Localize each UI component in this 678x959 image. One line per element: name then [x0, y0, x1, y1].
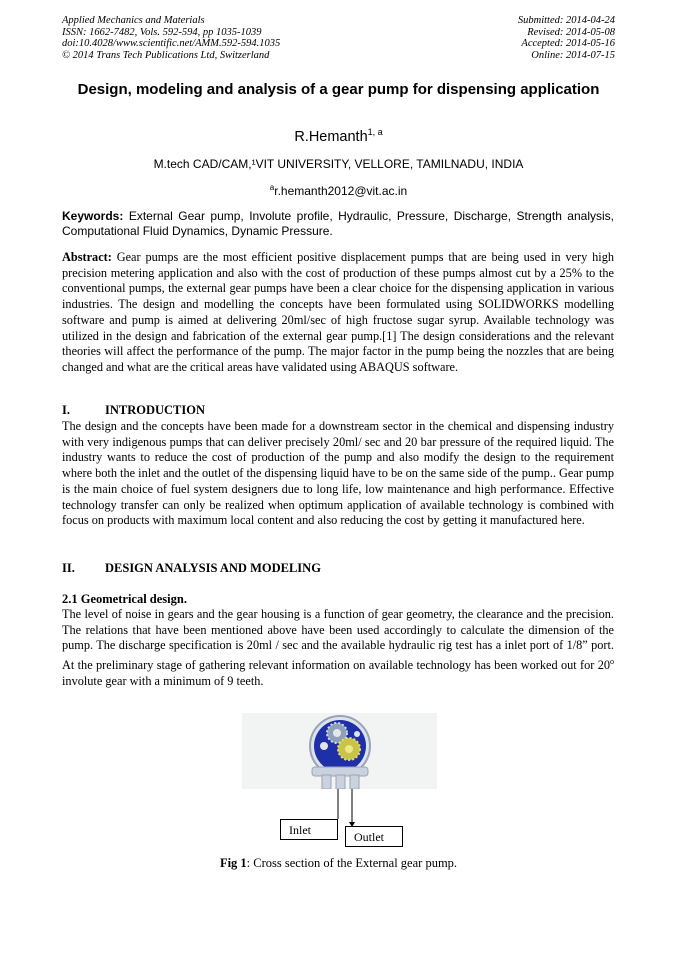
- journal-name: Applied Mechanics and Materials: [62, 15, 205, 26]
- introduction-text: The design and the concepts have been made for a downstream sector in the chemical and dispensing industry with very indigenous pumps that can deliver precisely 20ml/ sec and 20 bar pressure of the required liquid. The industry wants to reduce the cost of production of the pump and also modify the design to the requirement where both the inlet and the outlet of the dispensing liquid have to be on the same side of the pump.. Gear pump is the main choice of fuel system designers due to long life, low maintenance and high performance. Effective technology transfer can only be realized when optimum application of available technology is combined with focus on products with maximum local content and also reducing the cost by getting it manufactured here.: [62, 419, 614, 528]
- author-name: R.Hemanth: [294, 128, 368, 145]
- figure-caption-label: Fig 1: [219, 856, 247, 870]
- copyright-line: © 2014 Trans Tech Publications Ltd, Switzerland: [62, 49, 270, 61]
- section-title: INTRODUCTION: [105, 403, 206, 417]
- email-line: [62, 183, 615, 198]
- doi-line: doi:10.4028/www.scientific.net/AMM.592-594.1035: [62, 38, 281, 49]
- figure-caption: [62, 856, 615, 871]
- section-number: I.: [62, 403, 70, 417]
- gear-pump-figure: [242, 713, 437, 789]
- section-number: II.: [62, 561, 75, 575]
- author-superscript: 1, a: [367, 127, 383, 137]
- gear-pump-illustration: [242, 713, 437, 789]
- accepted-date: Accepted: 2014-05-16: [521, 38, 615, 49]
- figure-pointer-lines: [242, 789, 437, 829]
- geometrical-text: [62, 607, 614, 690]
- keywords: [62, 209, 614, 238]
- online-date: Online: 2014-07-15: [531, 49, 615, 61]
- author-line: [62, 127, 615, 145]
- abstract-text: Gear pumps are the most efficient positive displacement pumps that are being used in very high precision metering application and also with the cost of production of these pumps almost cut by a 25% to the conventional pumps, the external gear pumps have been a clear choice for the dispensing application in various industries. The design and modelling the concepts have been formulated using SOLIDWORKS modelling software and pump is aimed at delivering 20ml/sec of high fructose sugar syrup. Available technology was utilized in the design and fabrication of the external gear pump.[1] The design considerations and the relevant theories will affect the performance of the pump. The major factor in the pump being the nozzles that are being changed and what are the critical areas have validated using ABAQUS software.: [62, 250, 615, 374]
- geometrical-text-tail: involute gear with a minimum of 9 teeth.: [62, 673, 264, 688]
- section-heading-design: [62, 561, 321, 576]
- abstract: [62, 250, 614, 376]
- paper-title: Design, modeling and analysis of a gear pump for dispensing application: [77, 81, 600, 98]
- inlet-label: Inlet: [289, 823, 311, 837]
- section-title: DESIGN ANALYSIS AND MODELING: [105, 561, 321, 575]
- abstract-label: Abstract:: [62, 250, 112, 264]
- keywords-text: External Gear pump, Involute profile, Hydraulic, Pressure, Discharge, Strength analysis, Computational Fluid Dynamics, Dynamic Pressure.: [62, 209, 614, 238]
- figure-caption-text: : Cross section of the External gear pump.: [246, 856, 458, 870]
- revised-date: Revised: 2014-05-08: [527, 26, 615, 38]
- degree-superscript: o: [610, 657, 614, 667]
- subsection-heading-geometrical: 2.1 Geometrical design.: [62, 592, 187, 606]
- journal-header-left: [62, 15, 280, 61]
- keywords-label: Keywords:: [62, 209, 124, 223]
- inlet-label-box: [280, 819, 338, 840]
- email-address: r.hemanth2012@vit.ac.in: [274, 184, 408, 198]
- journal-header-right: [518, 15, 615, 61]
- submitted-date: Submitted: 2014-04-24: [517, 15, 615, 26]
- section-heading-introduction: [62, 403, 205, 418]
- affiliation: M.tech CAD/CAM,¹VIT UNIVERSITY, VELLORE, TAMILNADU, INDIA: [153, 157, 524, 171]
- issn-line: ISSN: 1662-7482, Vols. 592-594, pp 1035-1039: [62, 26, 262, 38]
- outlet-label-box: [345, 826, 403, 847]
- email-prefix: a: [269, 183, 275, 192]
- geometrical-text-main: The level of noise in gears and the gear housing is a function of gear geometry, the clearance and the precision. The relations that have been mentioned above have been used accordingly to calculate the dimension of the pump. The discharge specification is 20ml / sec and the available hydraulic rig test has a inlet port of 1/8” port. At the preliminary stage of gathering relevant information on available technology has been worked out for 20: [62, 607, 614, 673]
- outlet-label: Outlet: [354, 830, 384, 844]
